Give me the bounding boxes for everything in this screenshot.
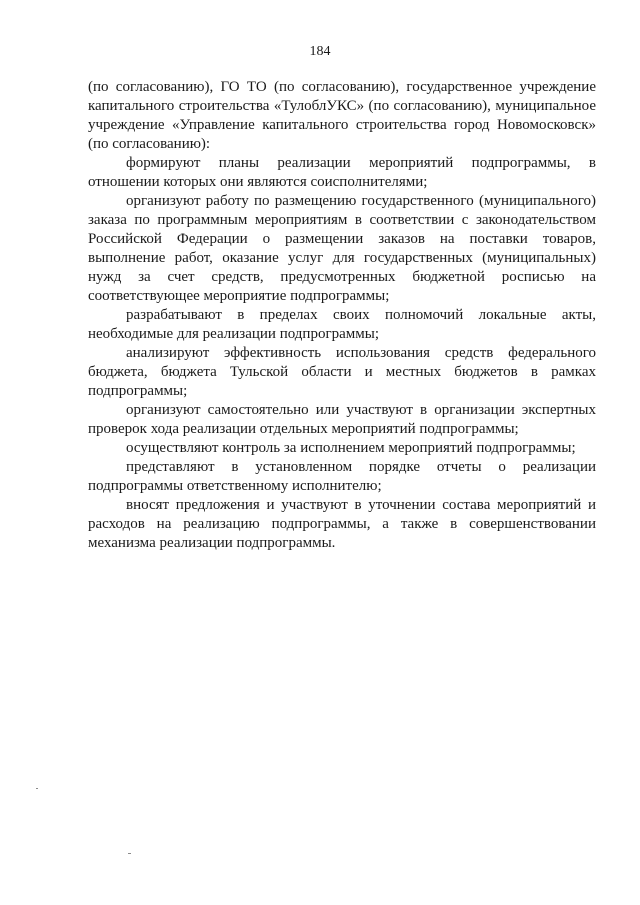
paragraph-procurement: организуют работу по размещению государственного (муниципального) заказа по программным мероприятиям в соответствии с законодательством Российской Федерации о размещении заказов на поставки товаров, выполнение работ, оказание услуг для государственных (муниципальных) нужд за счет средств, предусмотренных бюджетной росписью на соответствующее мероприятие подпрограммы; [88, 193, 596, 304]
paragraph-control: осуществляют контроль за исполнением мероприятий подпрограммы; [126, 440, 576, 456]
paragraph-expert-reviews: организуют самостоятельно или участвуют в организации экспертных проверок хода реализации отдельных мероприятий подпрограммы; [88, 402, 596, 437]
scan-speck [36, 788, 38, 789]
paragraph-plans: формируют планы реализации мероприятий подпрограммы, в отношении которых они являются соисполнителями; [88, 155, 596, 190]
paragraph-reports: представляют в установленном порядке отчеты о реализации подпрограммы ответственному исполнителю; [88, 459, 596, 494]
page-number: 184 [309, 44, 331, 59]
paragraph-local-acts: разрабатывают в пределах своих полномочий локальные акты, необходимые для реализации подпрограммы; [88, 307, 596, 342]
paragraph-continuation: (по согласованию), ГО ТО (по согласованию), государственное учреждение капитального строительства «ТулоблУКС» (по согласованию), муниципальное учреждение «Управление капитального строительства город Новомосковск» (по согласованию): [88, 79, 596, 152]
paragraph-analysis: анализируют эффективность использования средств федерального бюджета, бюджета Тульской области и местных бюджетов в рамках подпрограммы; [88, 345, 596, 399]
document-body [88, 78, 596, 553]
scan-speck [128, 853, 131, 854]
paragraph-proposals: вносят предложения и участвуют в уточнении состава мероприятий и расходов на реализацию подпрограммы, а также в совершенствовании механизма реализации подпрограммы. [88, 497, 596, 551]
